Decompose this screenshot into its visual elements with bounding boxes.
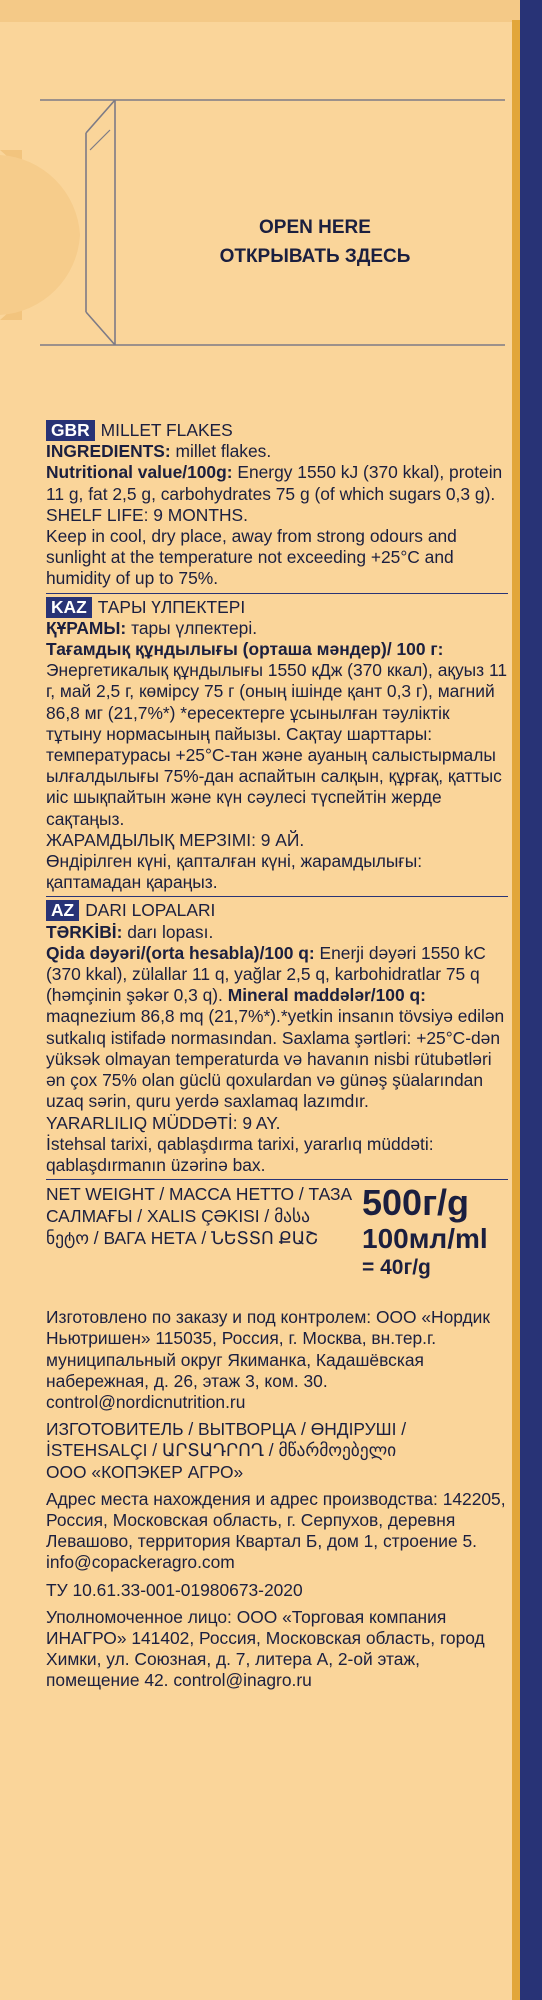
ordered-by: Изготовлено по заказу и под контролем: ООО «Нордик Ньютришен» 115035, Россия, г. Москва, вн.тер.г. муниципальный округ Якиманка, Кадашёвская набережная, д. 26, этаж 3, ком. 30. control@nordicnutrition.ru: [46, 1307, 491, 1412]
kaz-ingredients-label: ҚҰРАМЫ:: [46, 617, 127, 638]
az-mineral-label: Mineral maddələr/100 q:: [227, 985, 426, 1006]
kaz-ingredients: тары үлпектері.: [131, 617, 258, 638]
divider: [46, 593, 508, 594]
tag-kaz: KAZ: [46, 597, 92, 618]
open-here-ru: ОТКРЫВАТЬ ЗДЕСЬ: [219, 246, 411, 267]
kaz-shelf-life: ЖАРАМДЫЛЫҚ МЕРЗІМІ: 9 АЙ.: [46, 829, 305, 850]
authorized-person: Уполномоченное лицо: ООО «Торговая компания ИНАГРО» 141402, Россия, Московская область, город Химки, ул. Союзная, д. 7, литера А, 2-ой этаж, помещение 42. control@inagro.ru: [46, 1606, 485, 1691]
az-nutrition: Enerji dəyəri 1550 kC (370 kkal), zülallar 11 q, yağlar 2,5 q, karbohidratlar 75 q (həmçinin şəkər 0,3 q).: [46, 942, 486, 1006]
kaz-nutrition: Энергетикалық құндылығы 1550 кДж (370 ккал), ақуыз 11 г, май 2,5 г, көмірсу 75 г (оның ішінде қант 0,3 г), магний 86,8 мг (21,7%*) *ересектерге ұсынылған тәуліктік тұтыну нормасының пайызы. Сақтау шарттары: температурасы +25°С-тан және ауаның салыстырмалы ылғалдылығы 75%-дан аспайтын салқын, құрғақ, қаттыс иіс шықпайтын және күн сәулесі түспейтін жерде сақтаңыз.: [46, 660, 508, 829]
divider: [46, 896, 508, 897]
kaz-title: ТАРЫ ҮЛПЕКТЕРІ: [97, 596, 246, 617]
kaz-nutrition-label: Тағамдық құндылығы (орташа мәндер)/ 100 г:: [46, 639, 444, 660]
az-ingredients: darı lopası.: [127, 921, 214, 942]
maker-address: Адрес места нахождения и адрес производства: 142205, Россия, Московская область, г. Серпухов, деревня Левашово, территория Квартал Б, дом 1, строение 5. info@copackeragro.com: [46, 1488, 506, 1573]
section-az: [46, 900, 508, 1176]
gbr-nutrition: Energy 1550 kJ (370 kkal), protein 11 g, fat 2,5 g, carbohydrates 75 g (of which sugars 0,3 g).: [46, 462, 503, 504]
az-dates: İstehsal tarixi, qablaşdırma tarixi, yararlıq müddəti: qablaşdırmanın üzərinə bax.: [46, 1133, 434, 1175]
net-volume-value: 100мл/ml: [362, 1223, 488, 1255]
section-kaz: [46, 597, 508, 894]
az-shelf-life: YARARLILIQ MÜDDƏTİ: 9 AY.: [46, 1112, 281, 1133]
az-nutrition-label: Qida dəyəri/(orta hesabla)/100 q:: [46, 942, 315, 963]
net-weight-label: NET WEIGHT / МАССА НЕТТО / ТАЗА САЛМАҒЫ / XALIS ÇƏKISI / მასა ნეტო / ВАГА НЕТА / ՆԵՏՏՈ ՔԱՇ: [46, 1184, 353, 1249]
open-here-text: [150, 213, 480, 271]
gbr-ingredients-label: INGREDIENTS:: [46, 441, 171, 462]
net-weight-value: 500г/g: [362, 1182, 470, 1224]
open-here-en: OPEN HERE: [259, 217, 371, 238]
gbr-nutrition-label: Nutritional value/100g:: [46, 462, 233, 483]
label-text: [46, 420, 508, 1692]
kaz-dates: Өндірілген күні, қапталған күні, жарамдылығы: қаптамадан қараңыз.: [46, 851, 423, 893]
gbr-shelf-life: SHELF LIFE: 9 MONTHS.: [46, 504, 248, 525]
gold-stripe: [512, 20, 520, 2000]
gbr-ingredients: millet flakes.: [175, 441, 272, 462]
tag-gbr: GBR: [46, 420, 95, 441]
net-equiv-value: = 40г/g: [362, 1256, 431, 1280]
gbr-title: MILLET FLAKES: [100, 420, 233, 440]
gbr-storage: Keep in cool, dry place, away from strong odours and sunlight at the temperature not exceeding +25°C and humidity of up to 75%.: [46, 526, 457, 589]
section-gbr: [46, 420, 508, 590]
net-weight-block: [46, 1183, 508, 1301]
maker-label: ИЗГОТОВИТЕЛЬ / ВЫТВОРЦА / ӨНДІРУШІ / İSTEHSALÇI / ԱՐՏԱԴՐՈՂ / მწარმოებელი: [46, 1419, 407, 1461]
az-mineral: maqnezium 86,8 mq (21,7%*).*yetkin insanın tövsiyə edilən sutkalıq istifadə normasından. Saxlama şərtləri: +25°C-dən yüksək olmayan temperaturda və havanın nisbi rütubətləri ən çox 75% olan güclü qoxulardan və günəş şüalarından uzaq sərin, quru yerdə saxlamaq lazımdır.: [46, 1006, 505, 1112]
az-ingredients-label: TƏRKİBİ:: [46, 921, 123, 942]
tag-az: AZ: [46, 900, 79, 921]
side-stripe: [520, 0, 542, 2000]
divider: [46, 1179, 508, 1180]
az-title: DARI LOPALARI: [85, 900, 216, 921]
tu-code: ТУ 10.61.33-001-01980673-2020: [46, 1579, 303, 1600]
open-here-flap[interactable]: [0, 0, 512, 420]
maker-name: ООО «КОПЭКЕР АГРО»: [46, 1461, 244, 1482]
net-weight-values: [362, 1183, 512, 1281]
